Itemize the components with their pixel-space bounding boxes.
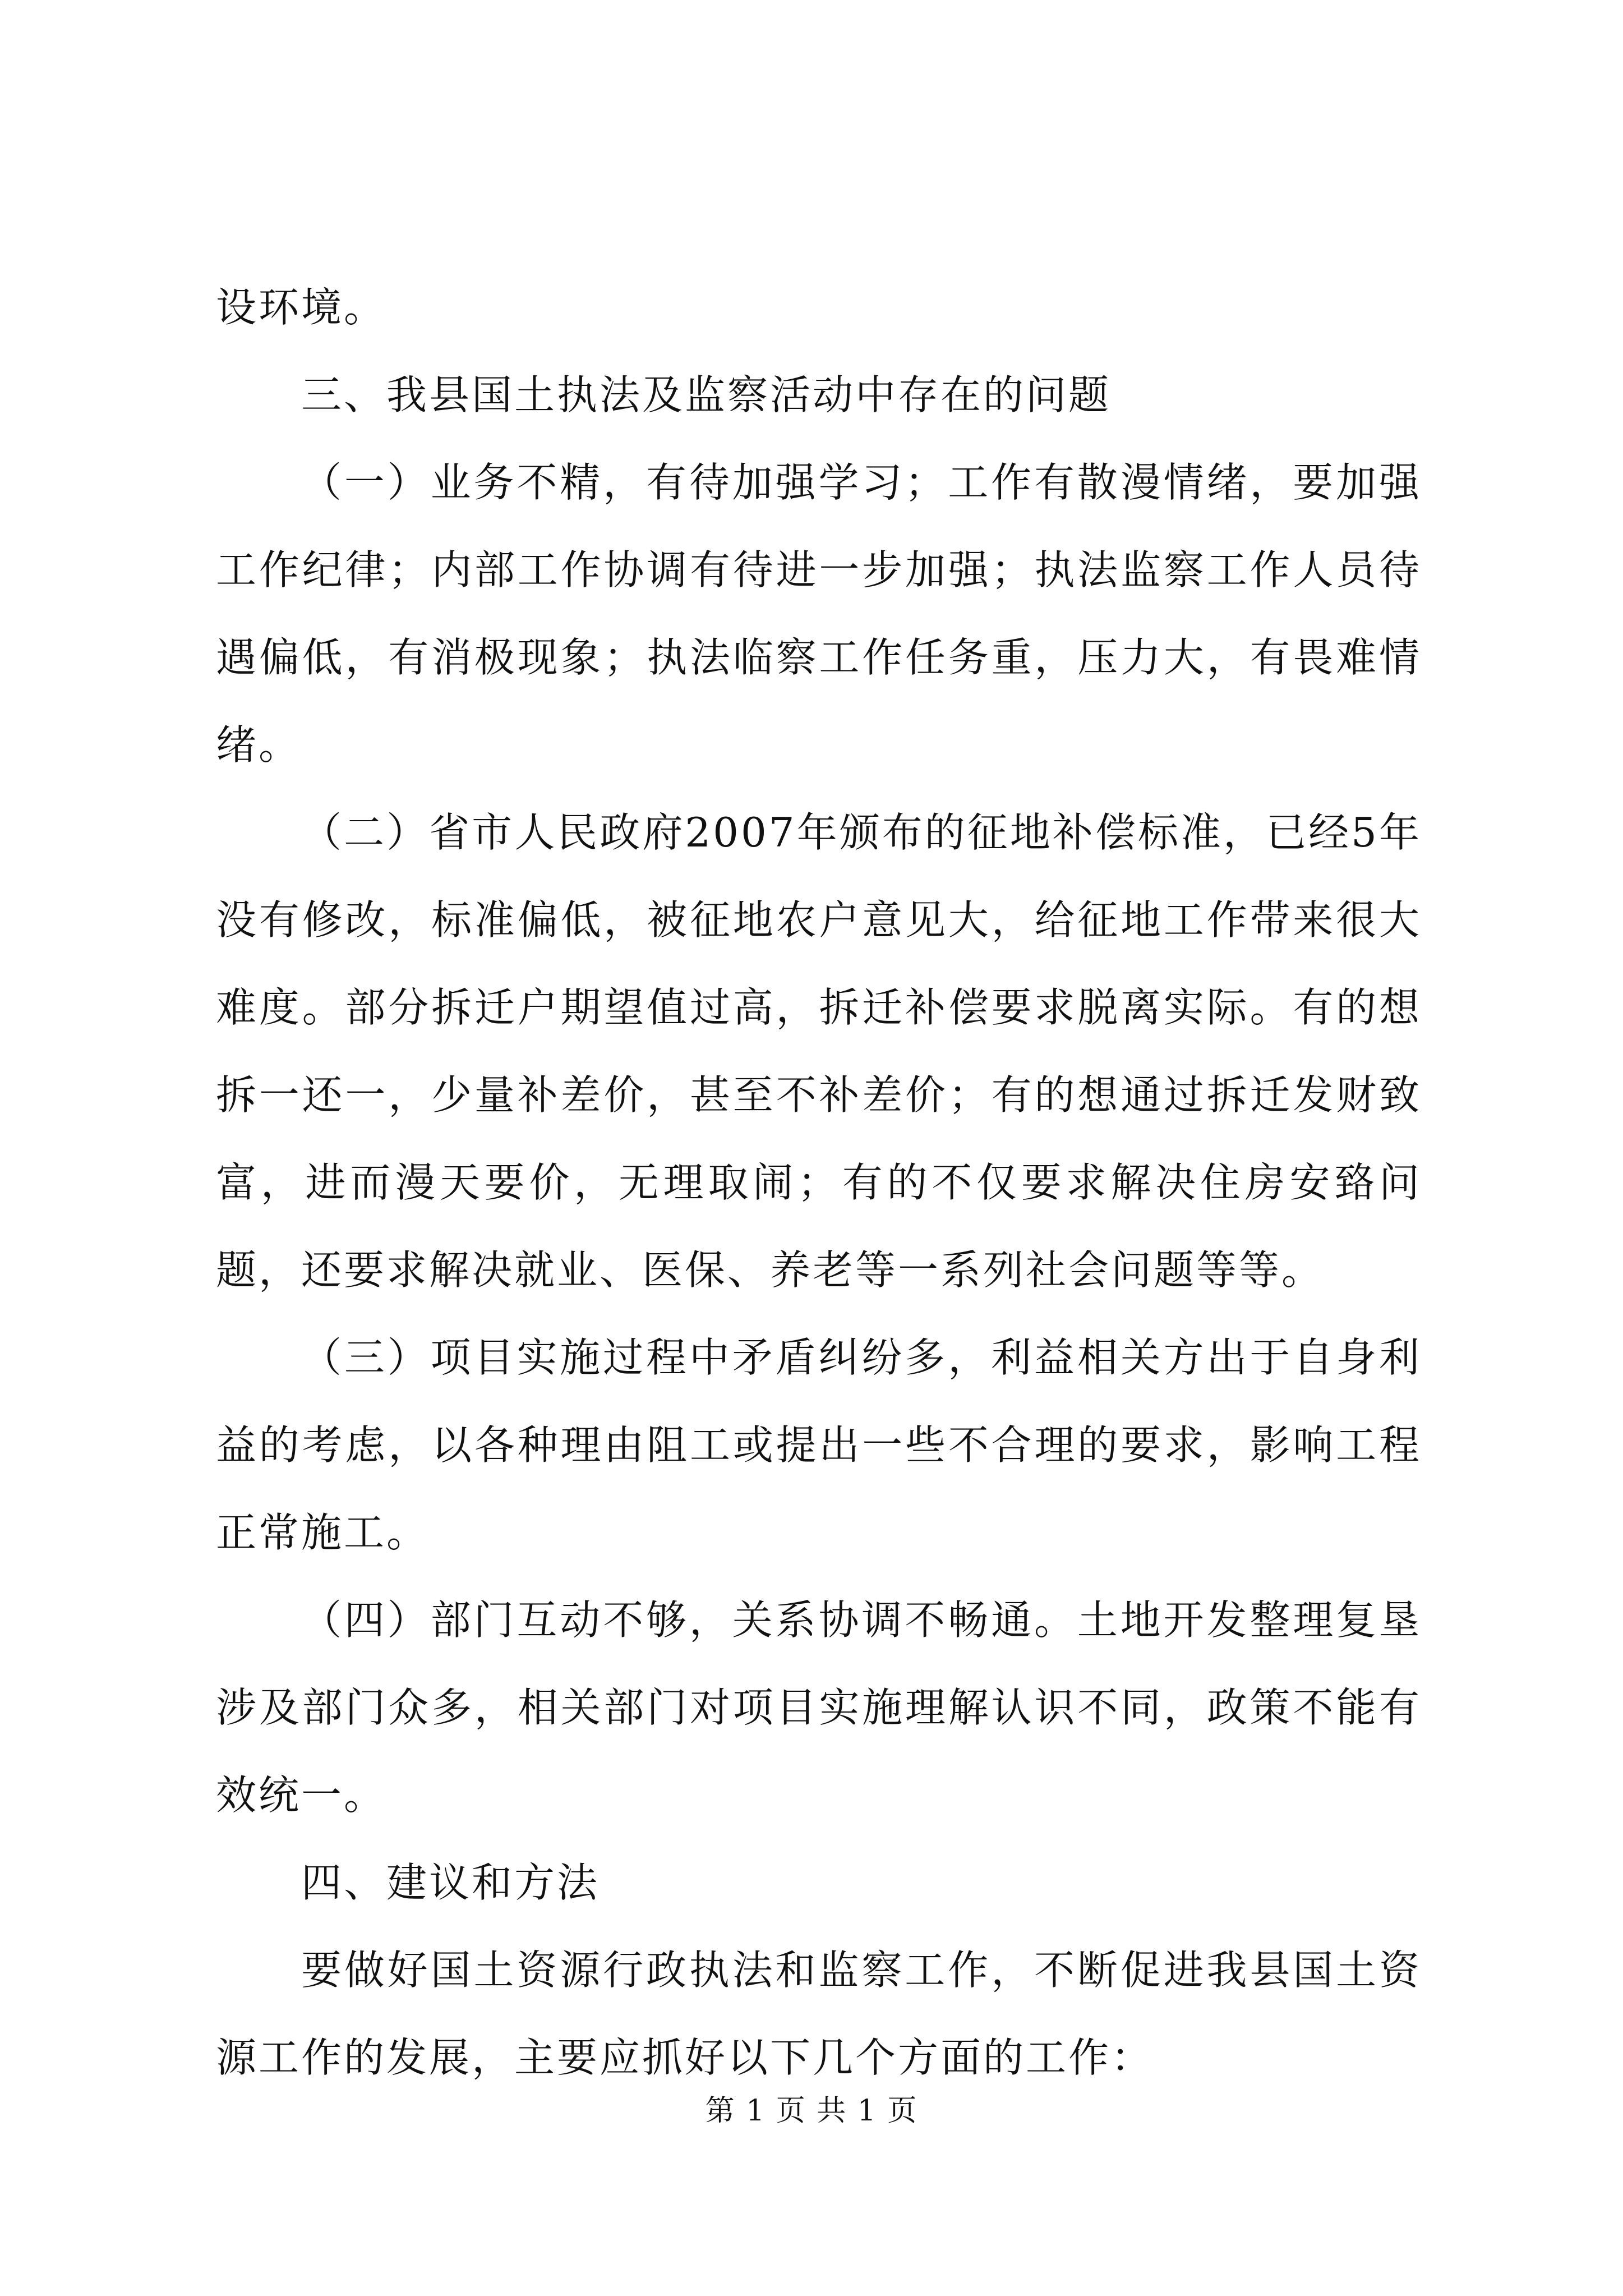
page-footer: 第 1 页 共 1 页 [705,2094,918,2128]
section-heading-4: 四、建议和方法 [301,1859,600,1906]
document-body [216,264,1422,2101]
section-heading-3: 三、我县国土执法及监察活动中存在的问题 [301,371,1112,418]
paragraph-continuation: 设环境。 [216,284,387,331]
paragraph-item-2: （二）省市人民政府2007年颁布的征地补偿标准，已经5年没有修改，标准偏低，被征地农户意见大，给征地工作带来很大难度。部分拆迁户期望值过高，拆迁补偿要求脱离实际。有的想拆一还一，少量补差价，甚至不补差价；有的想通过拆迁发财致富，进而漫天要价，无理取闹；有的不仅要求解决住房安臵问题，还要求解决就业、医保、养老等一系列社会问题等等。 [216,809,1422,1294]
paragraph-item-3: （三）项目实施过程中矛盾纠纷多，利益相关方出于自身利益的考虑，以各种理由阻工或提出一些不合理的要求，影响工程正常施工。 [216,1334,1422,1556]
paragraph-item-4: （四）部门互动不够，关系协调不畅通。土地开发整理复垦涉及部门众多，相关部门对项目实施理解认识不同，政策不能有效统一。 [216,1596,1422,1819]
paragraph-item-1: （一）业务不精，有待加强学习；工作有散漫情绪，要加强工作纪律；内部工作协调有待进一步加强；执法监察工作人员待遇偏低，有消极现象；执法临察工作任务重，压力大，有畏难情绪。 [216,459,1422,769]
paragraph-intro: 要做好国土资源行政执法和监察工作，不断促进我县国土资源工作的发展，主要应抓好以下几个方面的工作： [216,1947,1422,2081]
